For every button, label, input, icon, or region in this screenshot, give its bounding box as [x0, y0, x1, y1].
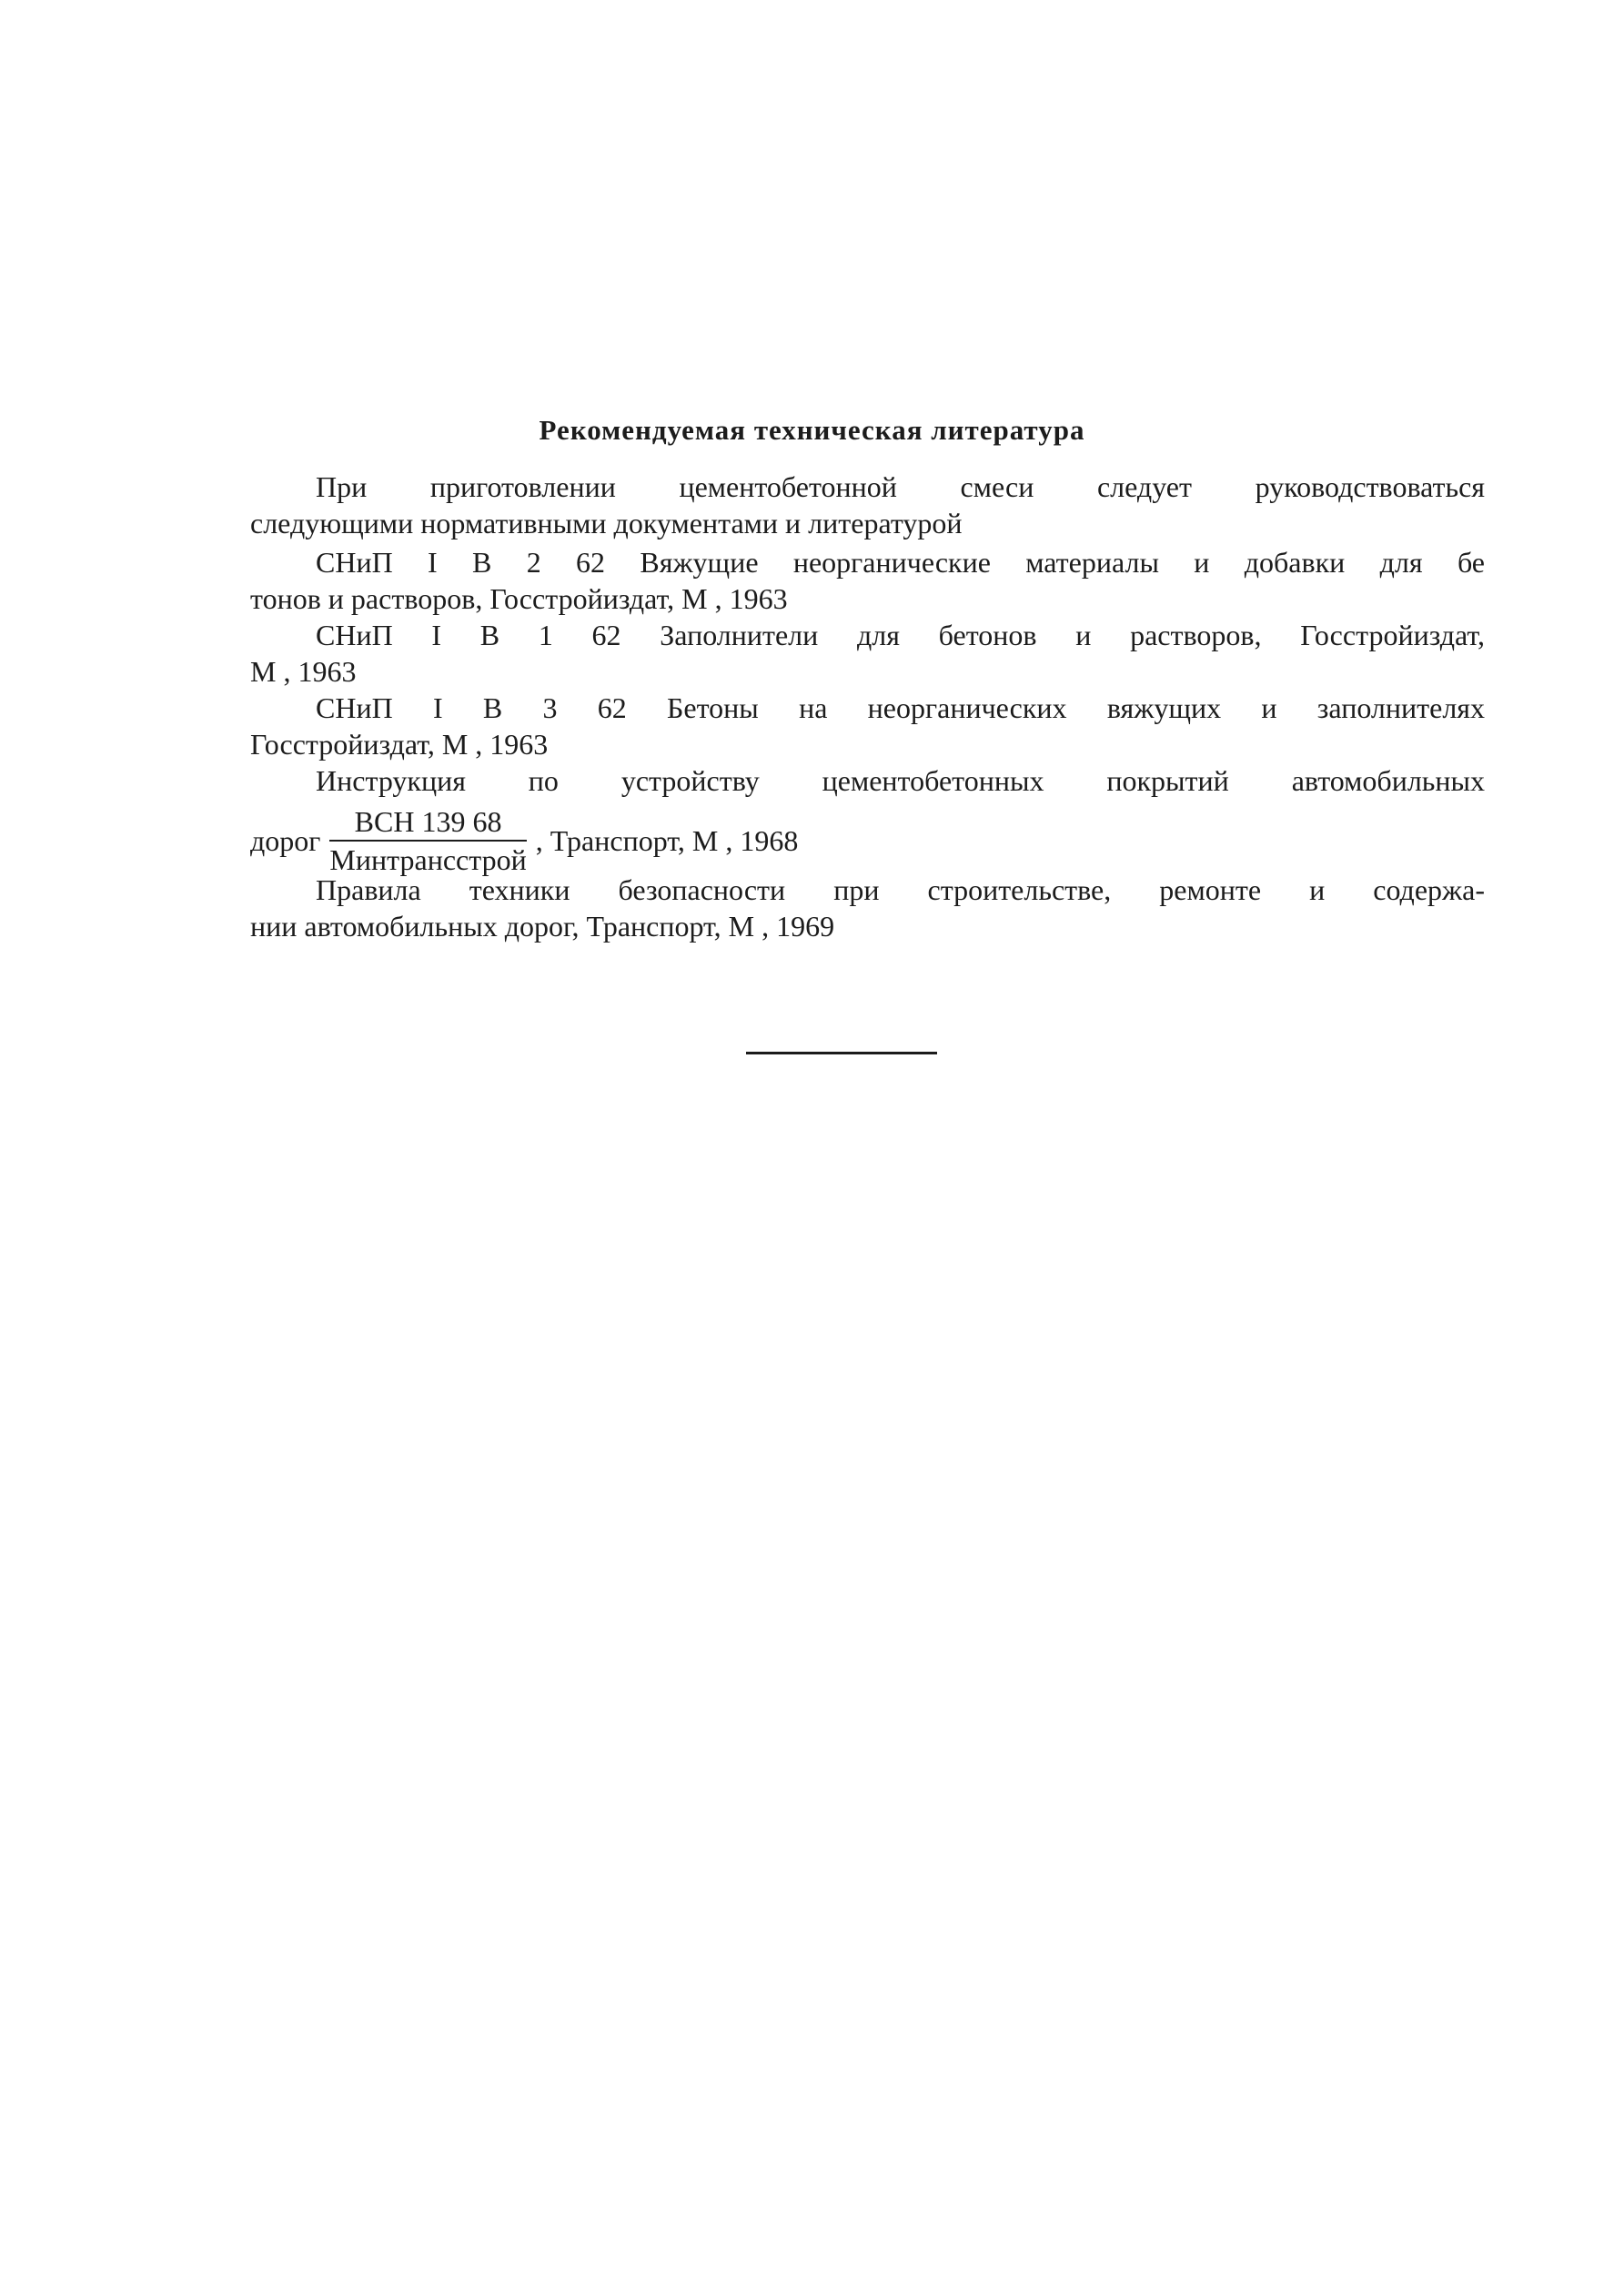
- fraction-numerator: ВСН 139 68: [329, 805, 526, 842]
- intro-paragraph: [250, 469, 1485, 541]
- safety-rules-line-2: нии автомобильных дорог, Транспорт, М , 1969: [250, 910, 835, 943]
- intro-line-1: При приготовлении цементобетонной смеси следует руководствоваться: [316, 470, 1485, 503]
- reference-3-line-1: СНиП I В 3 62 Бетоны на неорганических вяжущих и заполнителях: [316, 691, 1485, 724]
- instruction-line-1: Инструкция по устройству цементобетонных покрытий автомобильных: [316, 764, 1485, 797]
- safety-rules-item: [250, 872, 1485, 944]
- reference-1-line-2: тонов и растворов, Госстройиздат, М , 1963: [250, 582, 788, 615]
- reference-3-line-2: Госстройиздат, М , 1963: [250, 728, 549, 761]
- reference-2-line-2: М , 1963: [250, 655, 357, 688]
- instruction-suffix: , Транспорт, М , 1968: [535, 823, 799, 857]
- fraction-denominator: Минтрансстрой: [329, 843, 527, 876]
- end-divider-line: [746, 1052, 937, 1054]
- intro-line-2: следующими нормативными документами и литературой: [250, 507, 963, 539]
- instruction-item: [250, 762, 1485, 799]
- reference-2-line-1: СНиП I В 1 62 Заполнители для бетонов и растворов, Госстройиздат,: [316, 619, 1485, 651]
- instruction-prefix: дорог: [250, 823, 321, 857]
- page-title: Рекомендуемая техническая литература: [539, 414, 1085, 446]
- reference-item-3: [250, 690, 1485, 762]
- document-code-fraction: [329, 805, 526, 876]
- safety-rules-line-1: Правила техники безопасности при строительстве, ремонте и содержа-: [316, 873, 1485, 906]
- reference-item-1: [250, 544, 1485, 617]
- reference-1-line-1: СНиП I В 2 62 Вяжущие неорганические материалы и добавки для бе: [316, 546, 1485, 579]
- reference-item-2: [250, 617, 1485, 690]
